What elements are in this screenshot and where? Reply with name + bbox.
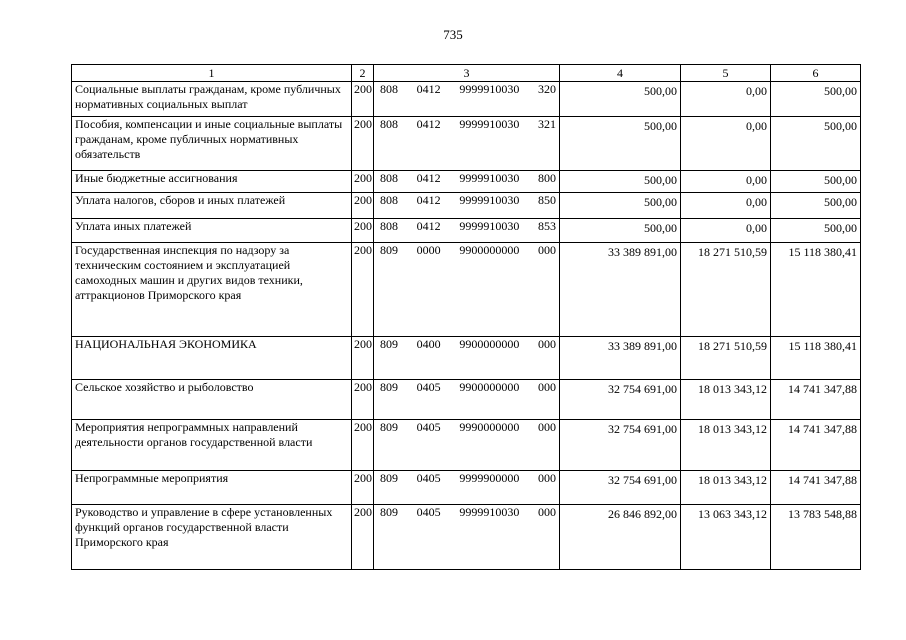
row-code-vr: 000 bbox=[537, 505, 556, 519]
header-col-3: 3 bbox=[374, 65, 560, 82]
row-codes bbox=[374, 471, 560, 505]
row-code-vr: 321 bbox=[537, 117, 556, 131]
row-value-5-text: 13 063 343,12 bbox=[698, 507, 767, 521]
table-body bbox=[72, 82, 861, 570]
row-value-5 bbox=[681, 219, 771, 243]
row-value-6 bbox=[771, 243, 861, 337]
row-code-ved: 809 bbox=[380, 243, 398, 257]
row-value-5-text: 18 013 343,12 bbox=[698, 422, 767, 436]
row-value-6-text: 500,00 bbox=[824, 173, 857, 187]
row-code-rz: 0405 bbox=[416, 380, 441, 394]
table-row bbox=[72, 471, 861, 505]
row-code-csr: 9999910030 bbox=[459, 117, 520, 131]
row-value-4-text: 32 754 691,00 bbox=[608, 473, 677, 487]
row-code-2: 200 bbox=[352, 337, 374, 380]
row-value-5 bbox=[681, 171, 771, 193]
row-code-ved: 808 bbox=[380, 219, 398, 233]
row-name: Уплата налогов, сборов и иных платежей bbox=[72, 193, 352, 219]
row-codes bbox=[374, 193, 560, 219]
row-code-2: 200 bbox=[352, 243, 374, 337]
row-value-4-text: 26 846 892,00 bbox=[608, 507, 677, 521]
table-row bbox=[72, 82, 861, 117]
row-code-csr: 9999910030 bbox=[459, 82, 520, 96]
row-value-5-text: 18 013 343,12 bbox=[698, 382, 767, 396]
row-value-6 bbox=[771, 505, 861, 570]
table-row bbox=[72, 420, 861, 471]
row-value-5-text: 18 271 510,59 bbox=[698, 339, 767, 353]
table-row bbox=[72, 380, 861, 420]
header-col-6: 6 bbox=[771, 65, 861, 82]
row-value-5-text: 0,00 bbox=[746, 84, 767, 98]
row-value-4 bbox=[560, 82, 681, 117]
row-code-vr: 000 bbox=[537, 243, 556, 257]
row-name: Руководство и управление в сфере установленных функций органов государственной власти Приморского края bbox=[72, 505, 352, 570]
row-value-4-text: 32 754 691,00 bbox=[608, 422, 677, 436]
table-row bbox=[72, 243, 861, 337]
row-code-rz: 0412 bbox=[416, 82, 441, 96]
row-value-6-text: 500,00 bbox=[824, 119, 857, 133]
row-code-ved: 809 bbox=[380, 471, 398, 485]
table-row bbox=[72, 219, 861, 243]
row-code-csr: 9999910030 bbox=[459, 505, 520, 519]
row-value-6-text: 500,00 bbox=[824, 195, 857, 209]
row-code-2: 200 bbox=[352, 193, 374, 219]
row-value-5-text: 0,00 bbox=[746, 195, 767, 209]
row-value-6-text: 14 741 347,88 bbox=[788, 473, 857, 487]
row-value-5 bbox=[681, 420, 771, 471]
row-name: Сельское хозяйство и рыболовство bbox=[72, 380, 352, 420]
row-value-5 bbox=[681, 193, 771, 219]
row-code-vr: 000 bbox=[537, 380, 556, 394]
row-code-2: 200 bbox=[352, 82, 374, 117]
row-codes bbox=[374, 117, 560, 171]
row-value-5 bbox=[681, 337, 771, 380]
table-row bbox=[72, 337, 861, 380]
row-codes bbox=[374, 219, 560, 243]
row-code-ved: 809 bbox=[380, 505, 398, 519]
row-codes bbox=[374, 171, 560, 193]
row-value-6-text: 14 741 347,88 bbox=[788, 382, 857, 396]
row-code-rz: 0405 bbox=[416, 471, 441, 485]
row-value-6-text: 500,00 bbox=[824, 221, 857, 235]
row-codes bbox=[374, 380, 560, 420]
row-code-rz: 0412 bbox=[416, 171, 441, 185]
row-value-6-text: 14 741 347,88 bbox=[788, 422, 857, 436]
row-value-5 bbox=[681, 243, 771, 337]
row-code-ved: 808 bbox=[380, 171, 398, 185]
row-value-4-text: 500,00 bbox=[644, 84, 677, 98]
row-value-6 bbox=[771, 471, 861, 505]
row-name: Государственная инспекция по надзору за техническим состоянием и эксплуатацией самоходных машин и других видов техники, аттракционов Приморского края bbox=[72, 243, 352, 337]
row-code-rz: 0412 bbox=[416, 219, 441, 233]
row-code-csr: 9900000000 bbox=[459, 380, 520, 394]
row-value-5-text: 18 013 343,12 bbox=[698, 473, 767, 487]
row-code-vr: 320 bbox=[537, 82, 556, 96]
row-codes bbox=[374, 82, 560, 117]
row-code-csr: 9900000000 bbox=[459, 243, 520, 257]
row-code-2: 200 bbox=[352, 219, 374, 243]
row-code-ved: 808 bbox=[380, 193, 398, 207]
header-col-5: 5 bbox=[681, 65, 771, 82]
row-name: Непрограммные мероприятия bbox=[72, 471, 352, 505]
row-value-6 bbox=[771, 380, 861, 420]
row-value-5 bbox=[681, 471, 771, 505]
row-codes bbox=[374, 243, 560, 337]
row-code-vr: 000 bbox=[537, 471, 556, 485]
row-codes bbox=[374, 337, 560, 380]
row-code-rz: 0412 bbox=[416, 117, 441, 131]
row-value-4 bbox=[560, 243, 681, 337]
page-number: 735 bbox=[443, 27, 463, 42]
row-code-csr: 9999900000 bbox=[459, 471, 520, 485]
row-code-csr: 9999910030 bbox=[459, 171, 520, 185]
row-value-6-text: 500,00 bbox=[824, 84, 857, 98]
row-value-5-text: 0,00 bbox=[746, 173, 767, 187]
row-code-vr: 800 bbox=[537, 171, 556, 185]
table-header-row bbox=[72, 65, 861, 82]
row-value-4 bbox=[560, 193, 681, 219]
row-code-csr: 9999910030 bbox=[459, 193, 520, 207]
row-value-4-text: 500,00 bbox=[644, 119, 677, 133]
row-value-5 bbox=[681, 505, 771, 570]
row-code-rz: 0405 bbox=[416, 420, 441, 434]
header-col-4: 4 bbox=[560, 65, 681, 82]
row-name: Мероприятия непрограммных направлений деятельности органов государственной власти bbox=[72, 420, 352, 471]
header-col-1: 1 bbox=[72, 65, 352, 82]
row-value-4 bbox=[560, 471, 681, 505]
row-value-4-text: 33 389 891,00 bbox=[608, 245, 677, 259]
row-code-2: 200 bbox=[352, 505, 374, 570]
budget-table bbox=[71, 64, 861, 570]
row-value-4 bbox=[560, 117, 681, 171]
row-value-4 bbox=[560, 171, 681, 193]
row-value-4-text: 500,00 bbox=[644, 195, 677, 209]
row-code-vr: 000 bbox=[537, 337, 556, 351]
row-value-5 bbox=[681, 82, 771, 117]
row-value-5 bbox=[681, 380, 771, 420]
row-code-ved: 808 bbox=[380, 82, 398, 96]
row-value-4 bbox=[560, 505, 681, 570]
row-value-4 bbox=[560, 337, 681, 380]
row-code-2: 200 bbox=[352, 420, 374, 471]
row-value-5-text: 0,00 bbox=[746, 221, 767, 235]
row-code-vr: 853 bbox=[537, 219, 556, 233]
row-name: НАЦИОНАЛЬНАЯ ЭКОНОМИКА bbox=[72, 337, 352, 380]
table-row bbox=[72, 193, 861, 219]
row-value-6 bbox=[771, 82, 861, 117]
row-code-csr: 9990000000 bbox=[459, 420, 520, 434]
row-name: Уплата иных платежей bbox=[72, 219, 352, 243]
row-value-6 bbox=[771, 219, 861, 243]
row-value-6 bbox=[771, 117, 861, 171]
row-value-4-text: 33 389 891,00 bbox=[608, 339, 677, 353]
row-code-2: 200 bbox=[352, 171, 374, 193]
row-code-ved: 809 bbox=[380, 337, 398, 351]
row-code-2: 200 bbox=[352, 117, 374, 171]
row-value-6 bbox=[771, 171, 861, 193]
row-code-ved: 809 bbox=[380, 420, 398, 434]
row-value-6-text: 15 118 380,41 bbox=[788, 245, 857, 259]
header-col-2: 2 bbox=[352, 65, 374, 82]
row-code-vr: 850 bbox=[537, 193, 556, 207]
row-value-6 bbox=[771, 420, 861, 471]
row-name: Пособия, компенсации и иные социальные выплаты гражданам, кроме публичных нормативных обязательств bbox=[72, 117, 352, 171]
row-value-5 bbox=[681, 117, 771, 171]
row-value-4-text: 32 754 691,00 bbox=[608, 382, 677, 396]
row-value-4-text: 500,00 bbox=[644, 173, 677, 187]
row-code-ved: 809 bbox=[380, 380, 398, 394]
row-value-5-text: 0,00 bbox=[746, 119, 767, 133]
row-code-vr: 000 bbox=[537, 420, 556, 434]
row-value-6-text: 13 783 548,88 bbox=[788, 507, 857, 521]
row-codes bbox=[374, 505, 560, 570]
table-row bbox=[72, 171, 861, 193]
row-code-rz: 0000 bbox=[416, 243, 441, 257]
row-value-4 bbox=[560, 219, 681, 243]
row-value-4 bbox=[560, 380, 681, 420]
row-value-6 bbox=[771, 337, 861, 380]
row-value-4-text: 500,00 bbox=[644, 221, 677, 235]
row-code-2: 200 bbox=[352, 380, 374, 420]
row-name: Иные бюджетные ассигнования bbox=[72, 171, 352, 193]
row-value-4 bbox=[560, 420, 681, 471]
table-row bbox=[72, 117, 861, 171]
row-code-ved: 808 bbox=[380, 117, 398, 131]
row-value-5-text: 18 271 510,59 bbox=[698, 245, 767, 259]
row-code-rz: 0412 bbox=[416, 193, 441, 207]
row-code-2: 200 bbox=[352, 471, 374, 505]
table-row bbox=[72, 505, 861, 570]
row-code-csr: 9999910030 bbox=[459, 219, 520, 233]
row-codes bbox=[374, 420, 560, 471]
row-code-rz: 0405 bbox=[416, 505, 441, 519]
row-code-rz: 0400 bbox=[416, 337, 441, 351]
row-value-6-text: 15 118 380,41 bbox=[788, 339, 857, 353]
row-value-6 bbox=[771, 193, 861, 219]
row-name: Социальные выплаты гражданам, кроме публичных нормативных социальных выплат bbox=[72, 82, 352, 117]
row-code-csr: 9900000000 bbox=[459, 337, 520, 351]
